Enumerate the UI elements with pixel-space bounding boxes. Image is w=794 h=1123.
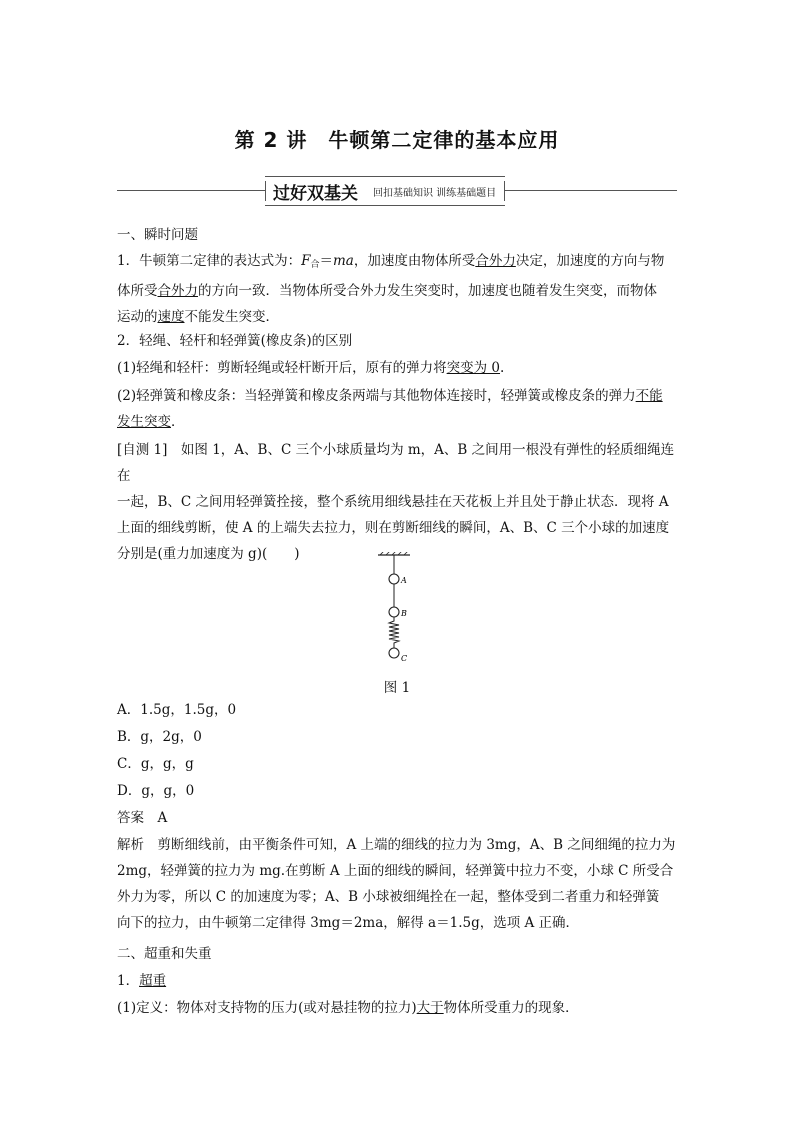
paragraph-2-2 xyxy=(117,383,679,435)
paragraph-2: 2．轻绳、轻杆和轻弹簧(橡皮条)的区别 xyxy=(117,333,353,349)
p2-2-underline-1: 不能 xyxy=(635,388,663,404)
paragraph-2-1 xyxy=(117,355,679,381)
section-2-heading: 二、超重和失重 xyxy=(117,946,212,962)
section-2-item-1 xyxy=(117,968,679,994)
banner-sub-label: 回扣基础知识 训练基础题目 xyxy=(373,188,497,199)
question-line-3: 上面的细线剪断，使 A 的上端失去拉力，则在剪断细线的瞬间，A、B、C 三个小球的加速度 xyxy=(117,520,670,536)
question-block xyxy=(117,437,679,567)
question-line-2: 一起，B、C 之间用轻弹簧拴接，整个系统用细线悬挂在天花板上并且处于静止状态．现将 A xyxy=(117,494,669,510)
p1-text-c: ，加速度由物体所受 xyxy=(353,253,476,269)
option-list xyxy=(117,697,679,804)
p1-underline-2: 合外力 xyxy=(157,283,198,299)
analysis-line-2: 2mg，轻弹簧的拉力为 mg.在剪断 A 上面的细线的瞬间，轻弹簧中拉力不变，小球 C 所受合 xyxy=(117,863,674,879)
p1-line2b: 的方向一致．当物体所受合外力发生突变时，加速度也随着发生突变，而物体 xyxy=(198,283,657,299)
answer: 答案 A xyxy=(117,810,168,826)
ceiling xyxy=(378,552,410,555)
section-banner xyxy=(117,176,677,206)
figure-caption: 图 1 xyxy=(383,680,411,696)
section-1-heading: 一、瞬时问题 xyxy=(117,227,198,243)
question-line-4: 分别是(重力加速度为 g)( ) xyxy=(117,546,300,562)
spring xyxy=(389,617,399,648)
question-line-1: [自测 1] 如图 1，A、B、C 三个小球质量均为 m，A、B 之间用一根没有弹性的轻质细绳连在 xyxy=(117,442,675,484)
p2-2-end: ． xyxy=(171,414,185,430)
banner-divider-left xyxy=(117,190,265,191)
def-underline: 大于 xyxy=(416,1000,444,1016)
page-title: 第 2 讲 牛顿第二定律的基本应用 xyxy=(234,128,560,152)
option-a: A．1.5g，1.5g，0 xyxy=(117,702,237,718)
def-text: (1)定义：物体对支持物的压力(或对悬挂物的拉力) xyxy=(117,1000,417,1016)
p1-eq: ＝ xyxy=(319,253,333,269)
banner-divider-right xyxy=(505,190,677,191)
p2-2-underline-2: 发生突变 xyxy=(117,414,171,430)
analysis-line-1: 解析 剪断细线前，由平衡条件可知，A 上端的细线的拉力为 3mg，A、B 之间细绳的拉力为 xyxy=(117,837,676,853)
label-b: B xyxy=(401,609,407,618)
analysis-line-4: 向下的拉力，由牛顿第二定律得 3mg＝2ma，解得 a＝1.5g，选项 A 正确． xyxy=(117,915,580,931)
definition-paragraph xyxy=(117,995,679,1021)
p1-f: F xyxy=(301,253,311,269)
p2-1-text: (1)轻绳和轻杆：剪断轻绳或轻杆断开后，原有的弹力将 xyxy=(117,360,447,376)
p1-ma: ma xyxy=(332,253,354,269)
option-c: C．g，g，g xyxy=(117,756,194,772)
p1-text-d: 决定，加速度的方向与物 xyxy=(515,253,665,269)
label-a: A xyxy=(401,576,407,585)
s2-1-number: 1． xyxy=(117,973,140,989)
analysis-block xyxy=(117,832,679,936)
p1-text-a: 1．牛顿第二定律的表达式为： xyxy=(117,253,302,269)
option-d: D．g，g，0 xyxy=(117,783,195,799)
banner-box xyxy=(265,176,505,206)
p2-2-text: (2)轻弹簧和橡皮条：当轻弹簧和橡皮条两端与其他物体连接时，轻弹簧或橡皮条的弹力 xyxy=(117,388,636,404)
spring-ball-figure xyxy=(370,552,420,672)
option-b: B．g，2g，0 xyxy=(117,729,202,745)
p1-underline-1: 合外力 xyxy=(475,253,516,269)
label-c: C xyxy=(401,654,408,663)
ball-a xyxy=(389,574,399,584)
def-end: 物体所受重力的现象． xyxy=(443,1000,579,1016)
s2-1-underline: 超重 xyxy=(139,973,167,989)
p1-line2a: 体所受 xyxy=(117,283,158,299)
analysis-line-3: 外力为零，所以 C 的加速度为零；A、B 小球被细绳拴在一起，整体受到二者重力和轻弹簧 xyxy=(117,889,660,905)
p1-line3a: 运动的 xyxy=(117,309,158,325)
banner-main-label: 过好双基关 xyxy=(273,184,358,204)
ball-b xyxy=(389,607,399,617)
paragraph-1 xyxy=(117,248,679,330)
p1-line3b: 不能发生突变． xyxy=(184,309,279,325)
p2-1-underline: 突变为 0 xyxy=(446,360,501,376)
p2-1-end: . xyxy=(500,360,505,376)
p1-fsub: 合 xyxy=(310,260,320,270)
p1-underline-3: 速度 xyxy=(157,309,185,325)
ball-c xyxy=(389,648,399,658)
